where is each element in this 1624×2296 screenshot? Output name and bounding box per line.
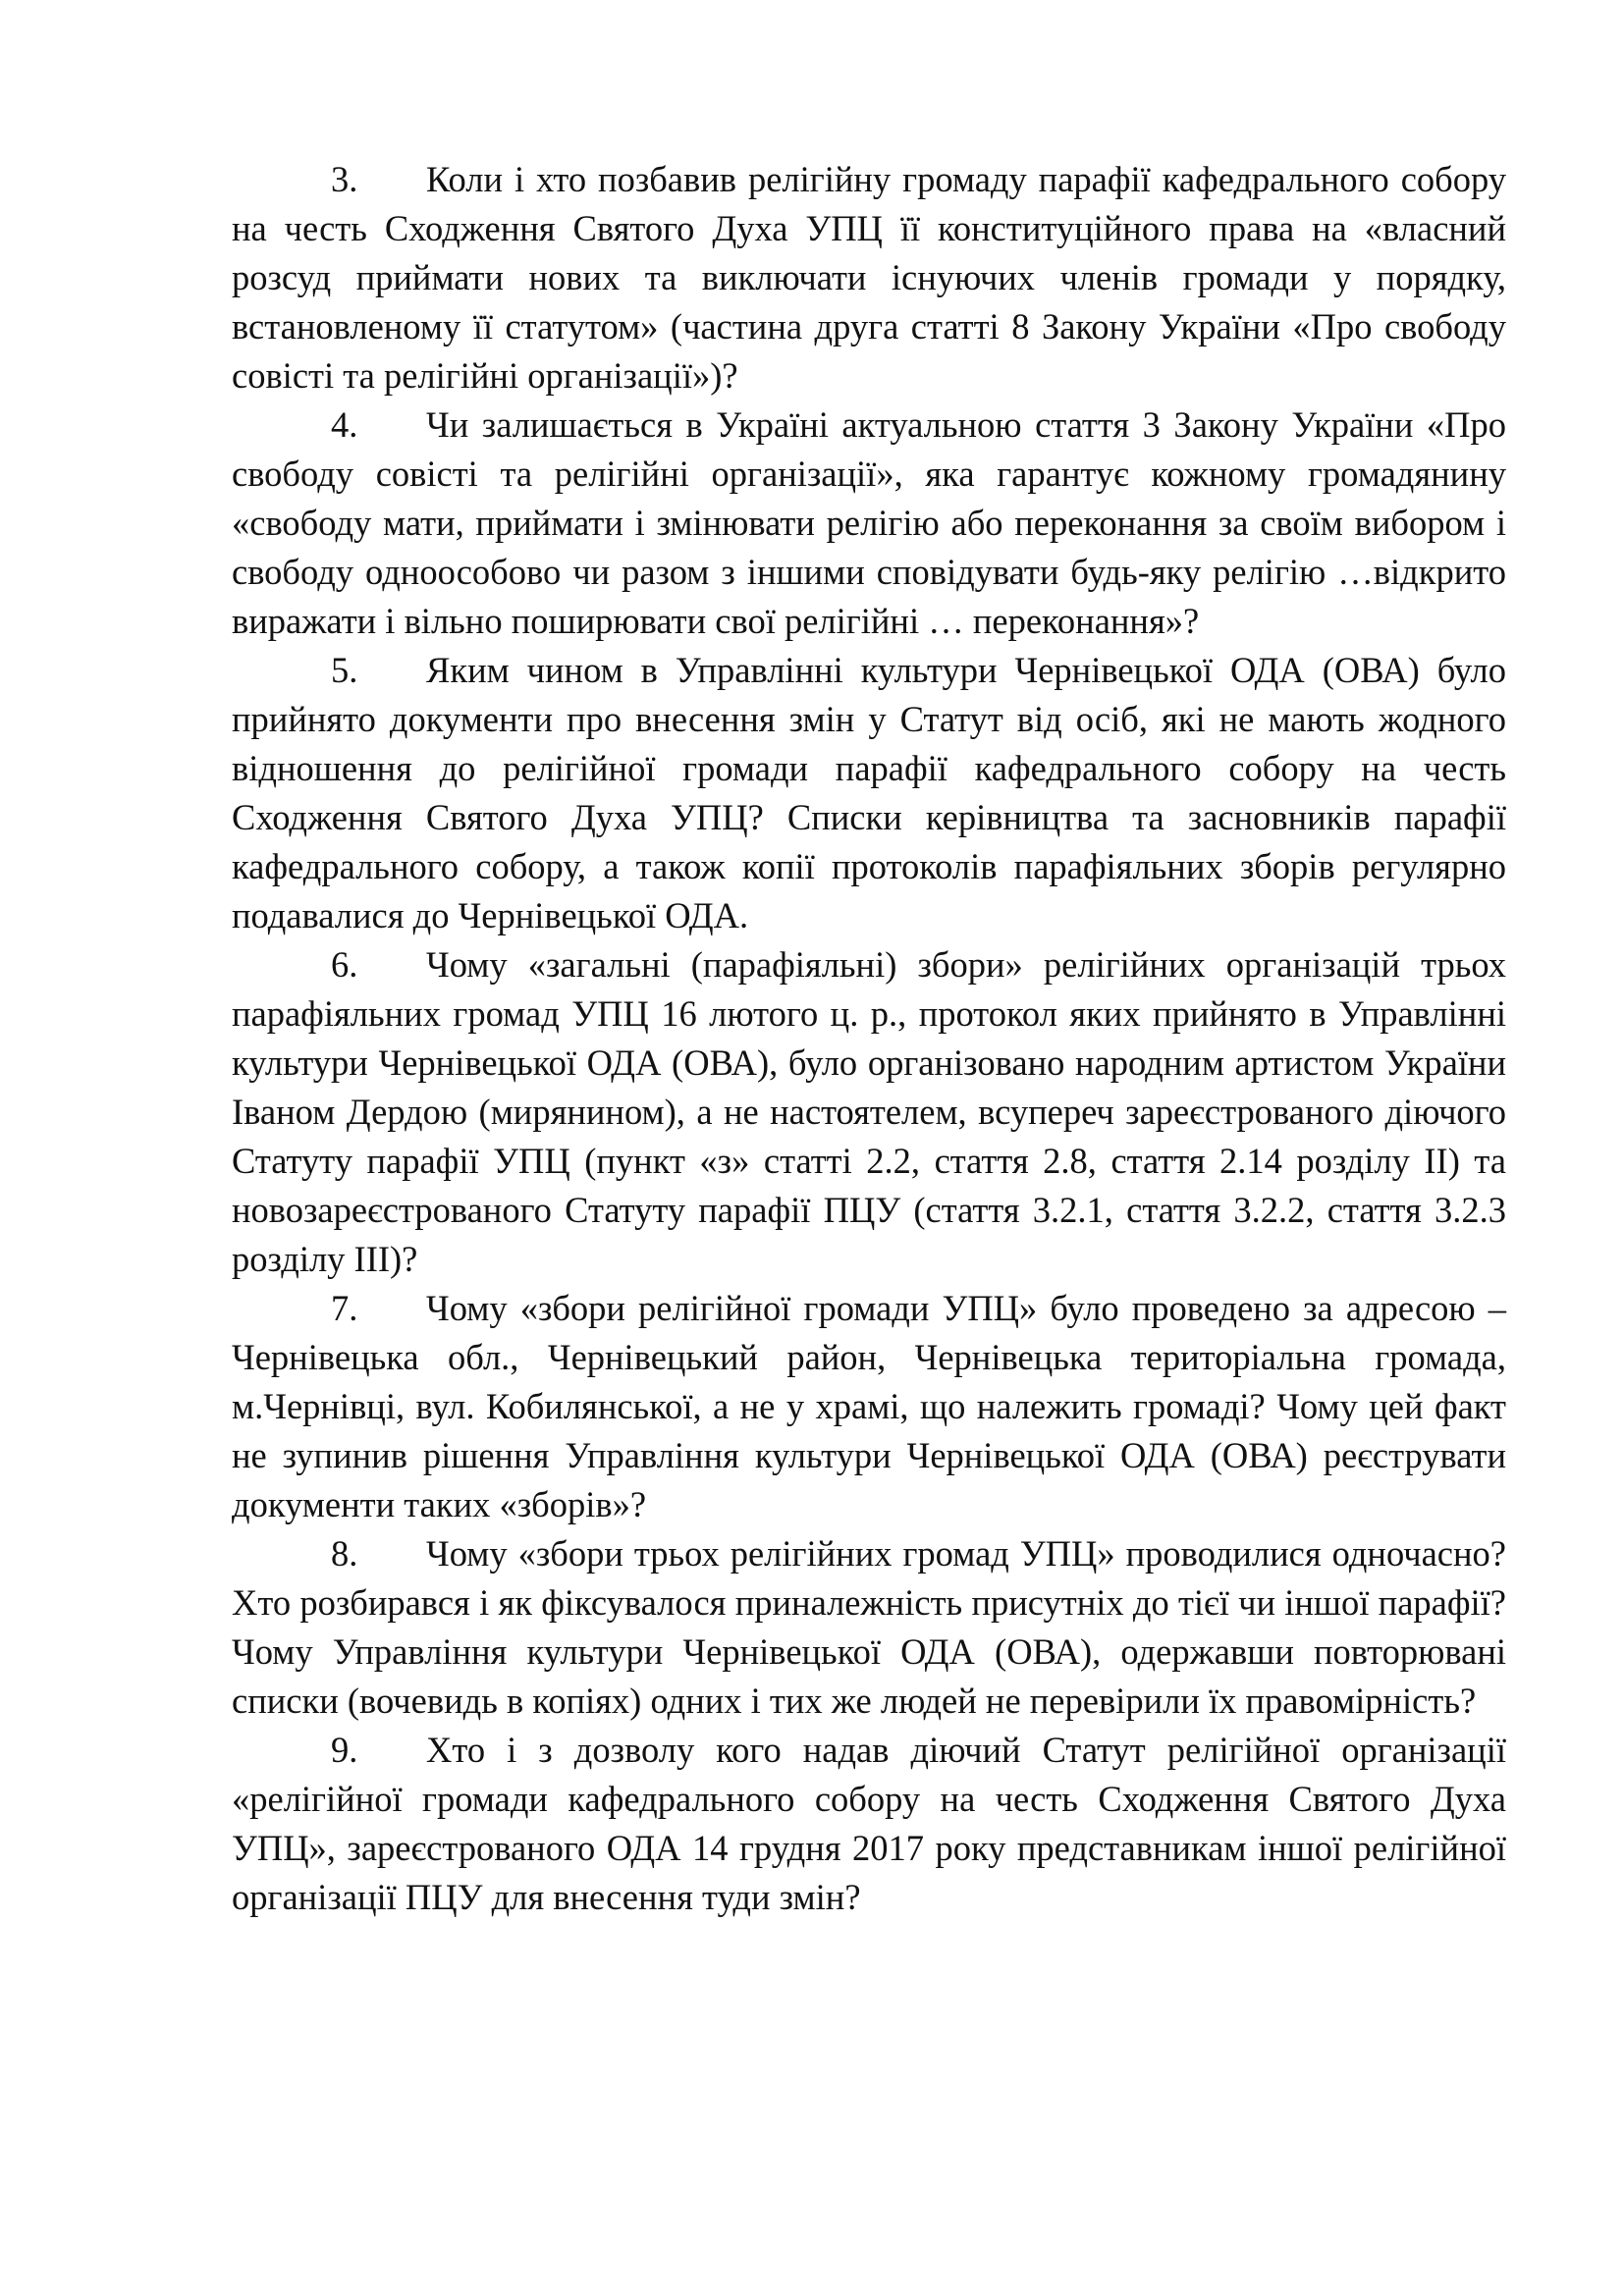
item-number: 9.	[331, 1730, 358, 1770]
item-number: 7.	[331, 1288, 358, 1328]
item-text: Чому «збори трьох релігійних громад УПЦ» проводилися одночасно? Хто розбирався і як фіксувалося приналежність присутніх до тієї чи іншої парафії? Чому Управління культури Чернівецької ОДА (ОВА), одержавши повторювані списки (вочевидь в копіях) одних і тих же людей не перевірили їх правомірність?	[232, 1533, 1506, 1721]
item-number: 6.	[331, 944, 358, 985]
document-body	[232, 155, 1506, 1922]
question-item-7	[232, 1284, 1506, 1529]
item-text: Коли і хто позбавив релігійну громаду парафії кафедрального собору на честь Сходження Святого Духа УПЦ її конституційного права на «власний розсуд приймати нових та виключати існуючих членів громади у порядку, встановленому її статутом» (частина друга статті 8 Закону України «Про свободу совісті та релігійні організації»)?	[232, 159, 1506, 396]
item-text: Чи залишається в Україні актуальною стаття 3 Закону України «Про свободу совісті та релігійні організації», яка гарантує кожному громадянину «свободу мати, приймати і змінювати релігію або переконання за своїм вибором і свободу одноособово чи разом з іншими сповідувати будь-яку релігію …відкрито виражати і вільно поширювати свої релігійні … переконання»?	[232, 404, 1506, 641]
question-item-6	[232, 940, 1506, 1284]
item-number: 8.	[331, 1533, 358, 1574]
item-text: Яким чином в Управлінні культури Чернівецької ОДА (ОВА) було прийнято документи про внесення змін у Статут від осіб, які не мають жодного відношення до релігійної громади парафії кафедрального собору на честь Сходження Святого Духа УПЦ? Списки керівництва та засновників парафії кафедрального собору, а також копії протоколів парафіяльних зборів регулярно подавалися до Чернівецької ОДА.	[232, 650, 1506, 935]
item-text: Чому «збори релігійної громади УПЦ» було проведено за адресою – Чернівецька обл., Чернівецький район, Чернівецька територіальна громада, м.Чернівці, вул. Кобилянської, а не у храмі, що належить громаді? Чому цей факт не зупинив рішення Управління культури Чернівецької ОДА (ОВА) реєструвати документи таких «зборів»?	[232, 1288, 1506, 1524]
item-text: Чому «загальні (парафіяльні) збори» релігійних організацій трьох парафіяльних громад УПЦ 16 лютого ц. р., протокол яких прийнято в Управлінні культури Чернівецької ОДА (ОВА), було організовано народним артистом України Іваном Дердою (мирянином), а не настоятелем, всупереч зареєстрованого діючого Статуту парафії УПЦ (пункт «з» статті 2.2, стаття 2.8, стаття 2.14 розділу II) та новозареєстрованого Статуту парафії ПЦУ (стаття 3.2.1, стаття 3.2.2, стаття 3.2.3 розділу III)?	[232, 944, 1506, 1279]
question-item-4	[232, 400, 1506, 646]
question-item-9	[232, 1726, 1506, 1922]
question-item-3	[232, 155, 1506, 400]
question-item-8	[232, 1529, 1506, 1726]
item-number: 3.	[331, 159, 358, 199]
item-number: 4.	[331, 404, 358, 445]
question-item-5	[232, 646, 1506, 940]
item-text: Хто і з дозволу кого надав діючий Статут релігійної організації «релігійної громади кафедрального собору на честь Сходження Святого Духа УПЦ», зареєстрованого ОДА 14 грудня 2017 року представникам іншої релігійної організації ПЦУ для внесення туди змін?	[232, 1730, 1506, 1917]
item-number: 5.	[331, 650, 358, 690]
